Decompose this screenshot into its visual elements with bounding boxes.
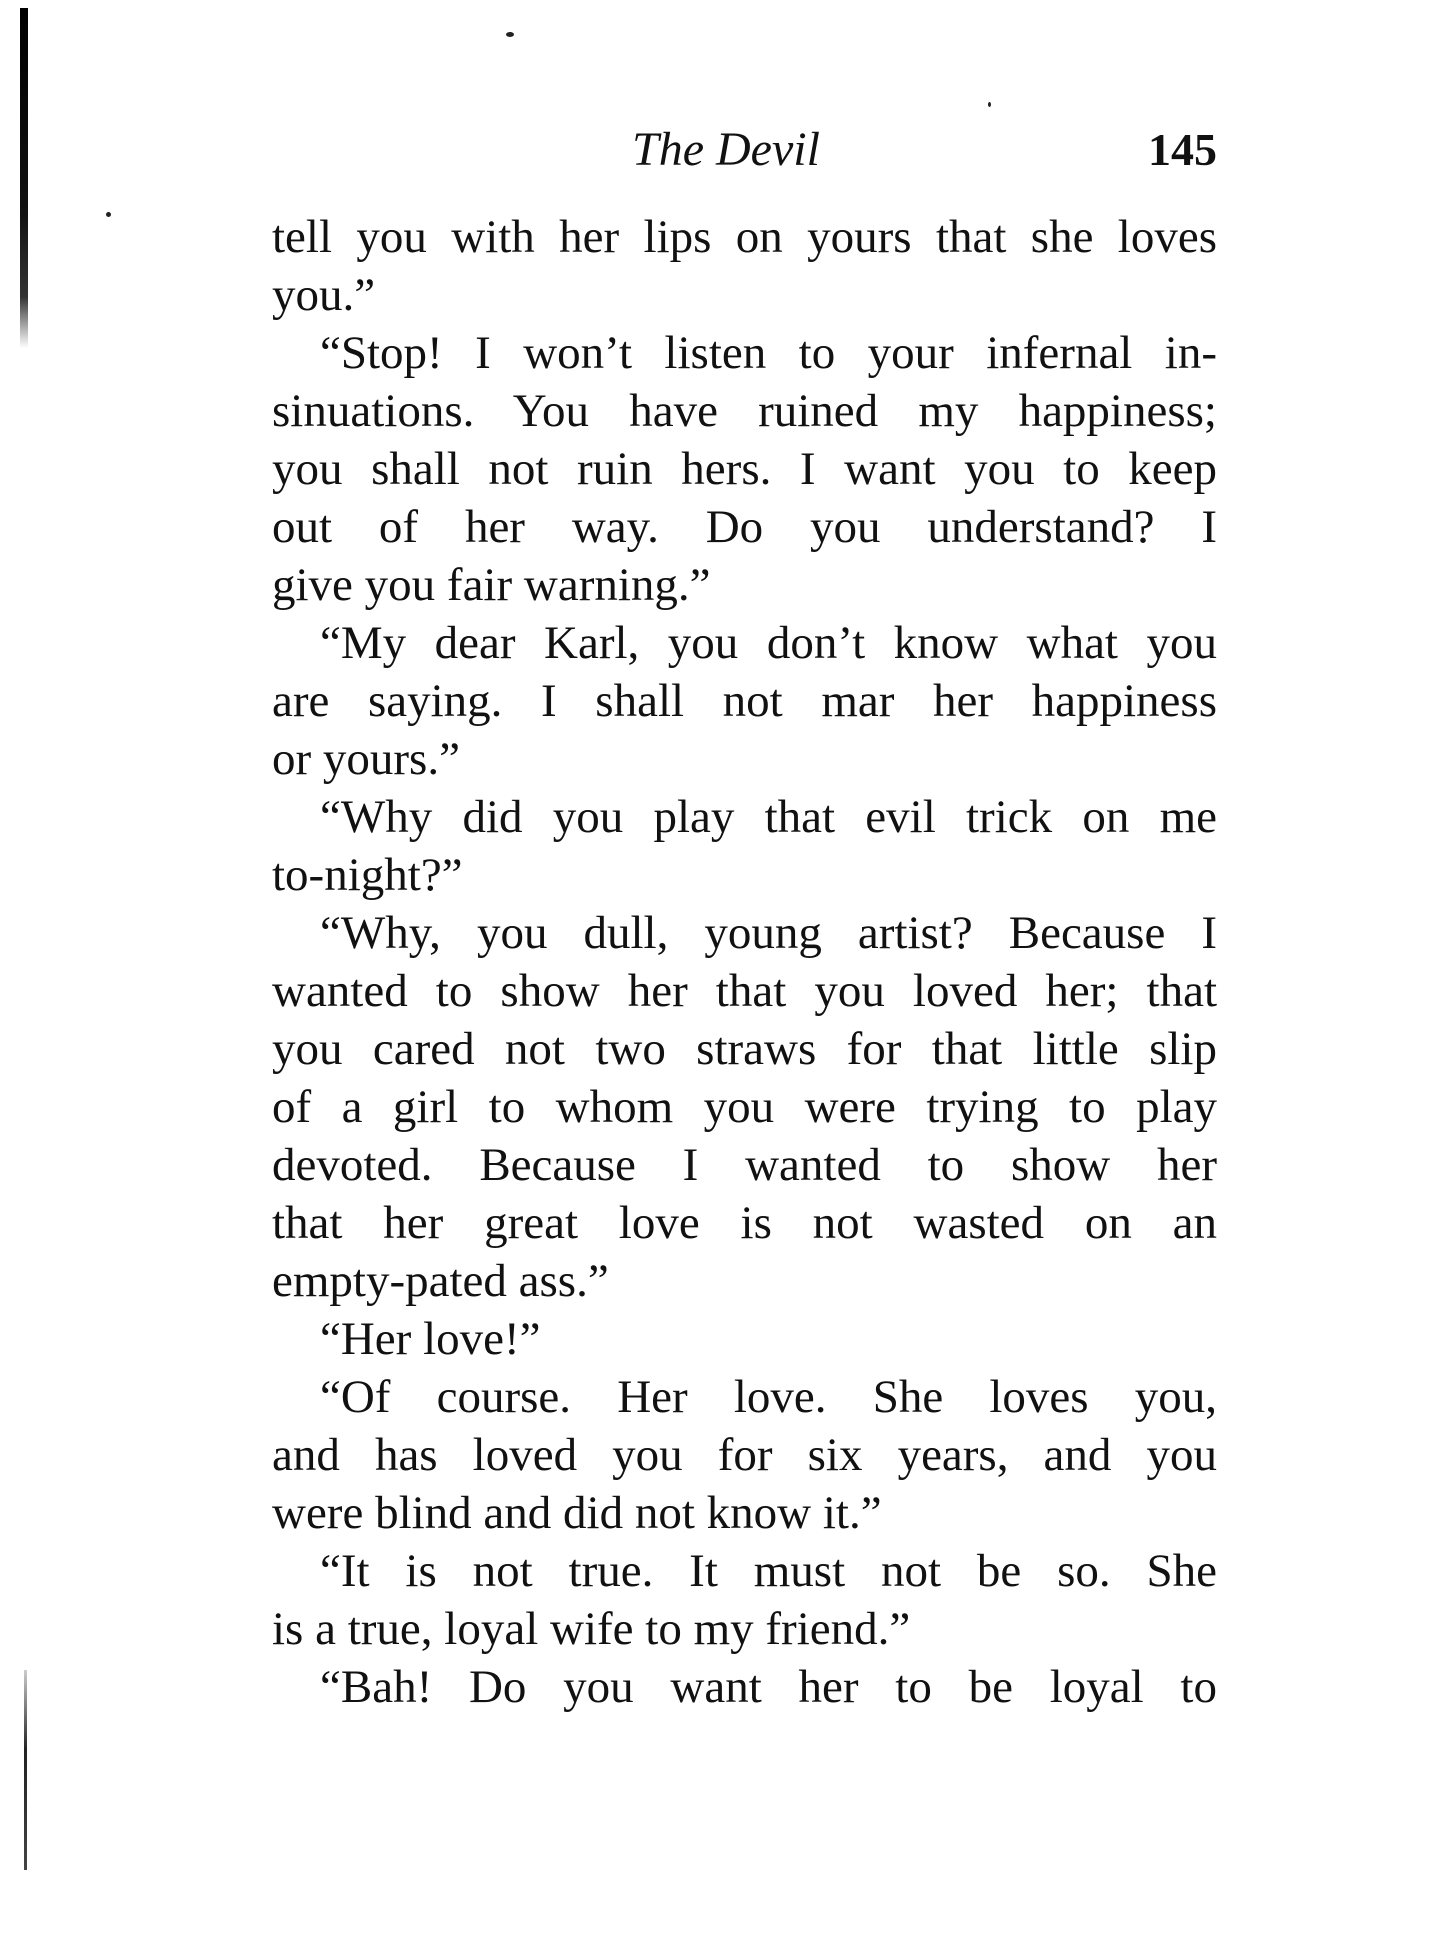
text-line: give you fair warning.” [272, 559, 711, 611]
text-line: of a girl to whom you were trying to play [272, 1081, 1217, 1133]
scan-speck [106, 212, 111, 217]
page-number: 145 [1148, 124, 1217, 175]
text-line: “Of course. Her love. She loves you, [320, 1371, 1217, 1423]
text-line: tell you with her lips on yours that she loves [272, 211, 1217, 263]
text-line: or yours.” [272, 733, 460, 785]
text-line: “Why, you dull, young artist? Because I [320, 907, 1217, 959]
text-line: you shall not ruin hers. I want you to keep [272, 443, 1217, 495]
text-line: “Her love!” [320, 1313, 541, 1365]
text-line: you cared not two straws for that little slip [272, 1023, 1217, 1075]
page-header [272, 120, 1217, 190]
text-line: are saying. I shall not mar her happiness [272, 675, 1217, 727]
text-line: is a true, loyal wife to my friend.” [272, 1603, 911, 1655]
text-line: wanted to show her that you loved her; that [272, 965, 1217, 1017]
text-line: and has loved you for six years, and you [272, 1429, 1217, 1481]
scan-speck [506, 32, 514, 37]
text-line: “Bah! Do you want her to be loyal to [320, 1661, 1217, 1713]
text-line: to-night?” [272, 849, 463, 901]
text-line: were blind and did not know it.” [272, 1487, 882, 1539]
text-line: devoted. Because I wanted to show her [272, 1139, 1217, 1191]
text-line: out of her way. Do you understand? I [272, 501, 1217, 553]
text-line: that her great love is not wasted on an [272, 1197, 1217, 1249]
text-line: “It is not true. It must not be so. She [320, 1545, 1217, 1597]
body-text [272, 208, 1217, 1716]
scan-speck [988, 102, 991, 107]
text-line: you.” [272, 269, 376, 321]
scan-edge-mark [20, 8, 28, 348]
text-line: empty-pated ass.” [272, 1255, 609, 1307]
scan-edge-mark-lower [24, 1670, 27, 1870]
text-line: “Stop! I won’t listen to your infernal in- [320, 327, 1217, 379]
text-line: sinuations. You have ruined my happiness; [272, 385, 1217, 437]
text-line: “Why did you play that evil trick on me [320, 791, 1217, 843]
text-line: “My dear Karl, you don’t know what you [320, 617, 1217, 669]
running-title: The Devil [632, 123, 820, 176]
